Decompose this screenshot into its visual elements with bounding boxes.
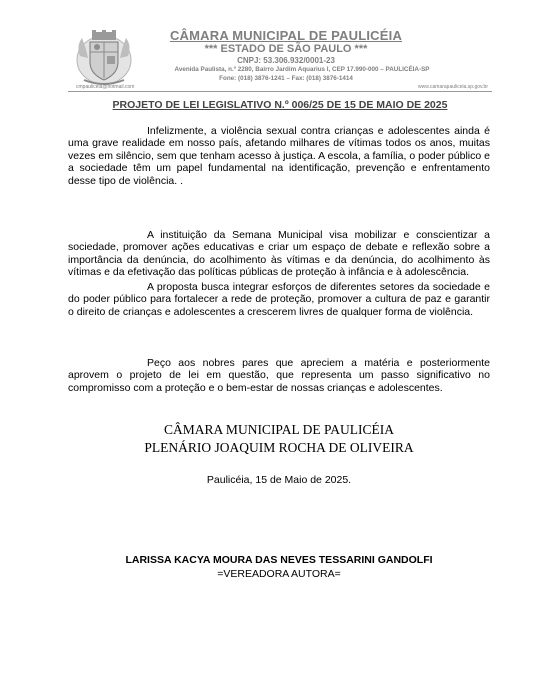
paragraph-1 — [68, 125, 490, 187]
chamber-name-heading: CÂMARA MUNICIPAL DE PAULICÉIA — [169, 28, 403, 43]
cnpj-line: CNPJ: 53.306.932/0001-23 — [237, 56, 335, 65]
header-divider — [68, 91, 492, 92]
state-line: *** ESTADO DE SÃO PAULO *** — [204, 43, 368, 55]
paragraph-3-text: A proposta busca integrar esforços de diferentes setores da sociedade e do poder público para fortalecer a rede de proteção, promover a cultura de paz e garantir o direito de crianças e adolescentes a crescerem livres de qualquer forma de violência. — [68, 281, 490, 318]
website-text: www.camarapauliceia.sp.gov.br — [418, 84, 488, 90]
closing-chamber: CÂMARA MUNICIPAL DE PAULICÉIA — [164, 422, 394, 437]
signatory-name: LARISSA KACYA MOURA DAS NEVES TESSARINI GANDOLFI — [125, 554, 433, 566]
email-text: cmpaulicéia@hotmail.com — [76, 84, 135, 90]
signatory-role: =VEREADORA AUTORA= — [217, 568, 341, 580]
paragraph-4 — [68, 357, 490, 394]
paragraph-2 — [68, 229, 490, 279]
paragraph-4-text: Peço aos nobres pares que apreciem a matéria e posteriormente aprovem o projeto de lei em questão, que representa um passo significativo no compromisso com a proteção e o bem-estar de nossas crianças e adolescentes. — [68, 357, 490, 394]
date-line: Paulicéia, 15 de Maio de 2025. — [206, 474, 352, 486]
paragraph-2-text: A instituição da Semana Municipal visa mobilizar e conscientizar a sociedade, promover ações educativas e criar um espaço de debate e reflexão sobre a importância da denúncia, do acolhimento às vítimas e da denúncia, do acolhimento às vítimas e da efetivação das políticas públicas de proteção à infância e à adolescência. — [68, 229, 490, 279]
coat-of-arms-icon — [74, 28, 134, 88]
phone-line: Fone: (018) 3876-1241 – Fax: (018) 3876-1414 — [219, 75, 353, 82]
paragraph-3 — [68, 281, 490, 318]
bill-title: PROJETO DE LEI LEGISLATIVO N.º 006/25 DE 15 DE MAIO DE 2025 — [112, 99, 448, 111]
closing-plenary: PLENÁRIO JOAQUIM ROCHA DE OLIVEIRA — [144, 440, 414, 455]
address-line: Avenida Paulista, n.º 2280, Bairro Jardim Aquarius I, CEP 17.990-000 – PAULICÉIA-SP — [174, 66, 430, 73]
letterhead — [68, 24, 492, 92]
paragraph-1-text: Infelizmente, a violência sexual contra crianças e adolescentes ainda é uma grave realidade em nosso país, afetando milhares de vítimas todos os anos, muitas vezes em silêncio, sem que tenham acesso à justiça. A escola, a família, o poder público e a sociedade têm um papel fundamental na identificação, prevenção e enfrentamento desse tipo de violência. . — [68, 125, 490, 187]
